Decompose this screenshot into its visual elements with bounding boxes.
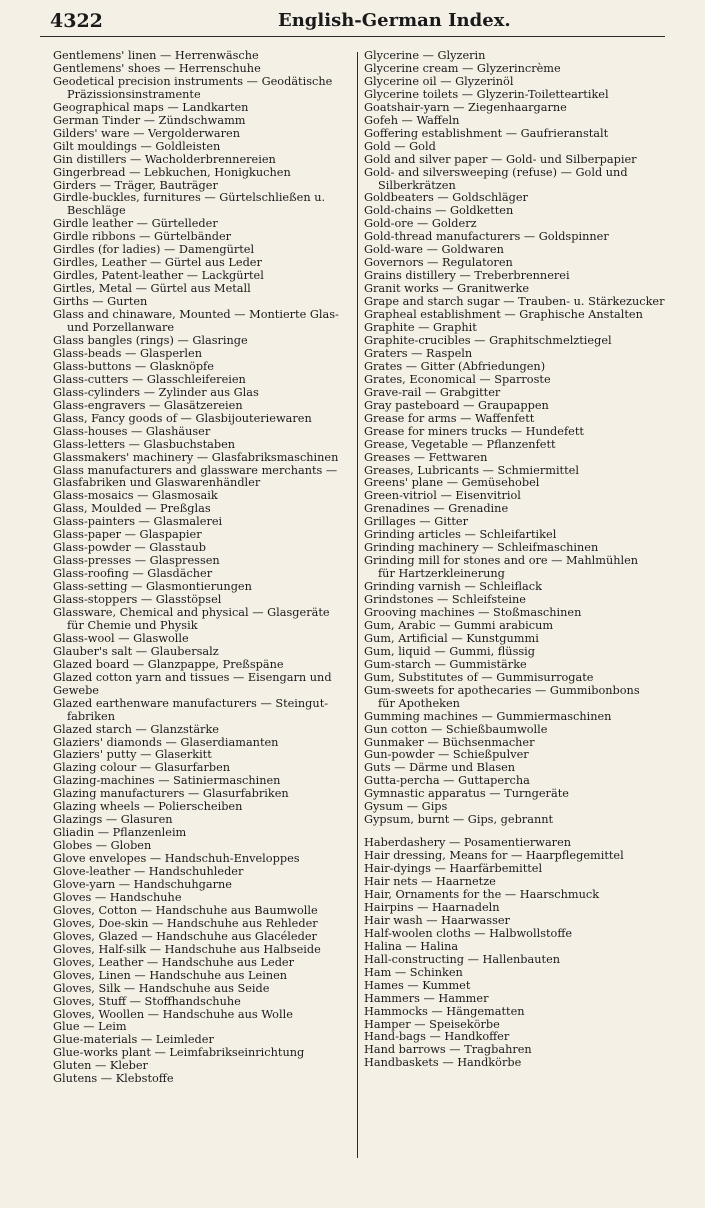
index-entry: Grates — Gitter (Abfriedungen) — [364, 359, 546, 373]
index-entry: Geographical maps — Landkarten — [53, 100, 249, 114]
index-entry: Halina — Halina — [364, 939, 459, 953]
index-entry: Glue — Leim — [53, 1020, 127, 1034]
index-entry: Girdle leather — Gürtelleder — [53, 217, 218, 231]
index-entry: Glass and chinaware, Mounted — Montierte Glas- — [53, 308, 339, 322]
index-entry: Hames — Kummet — [364, 978, 471, 992]
index-entry: Green-vitriol — Eisenvitriol — [364, 489, 521, 503]
index-entry: Grapheal establishment — Graphische Anstalten — [364, 308, 643, 322]
index-entry: Gray pasteboard — Graupappen — [364, 398, 549, 412]
index-entry: Hamper — Speisekörbe — [364, 1017, 500, 1031]
index-entry: Geodetical precision instruments — Geodätische — [53, 74, 333, 88]
index-entry: für Hartzerkleinerung — [378, 567, 505, 581]
index-entry: Hair wash — Haarwasser — [364, 913, 510, 927]
index-entry: Grains distillery — Treberbrennerei — [364, 269, 570, 283]
index-entry: Hairpins — Haarnadeln — [364, 900, 500, 914]
index-entry: Gloves, Silk — Handschuhe aus Seide — [53, 981, 270, 995]
index-entry: Glass-buttons — Glasknöpfe — [53, 359, 214, 373]
index-entry: Glass-setting — Glasmontierungen — [53, 580, 252, 594]
index-entry: Gingerbread — Lebkuchen, Honigkuchen — [53, 165, 291, 179]
index-entry: Gloves, Leather — Handschuhe aus Leder — [53, 955, 295, 969]
index-entry: Glass-presses — Glaspressen — [53, 554, 220, 568]
index-entry: Girdles, Patent-leather — Lackgürtel — [53, 269, 264, 283]
index-entry: für Apotheken — [378, 696, 460, 710]
index-entry: Gin distillers — Wacholderbrennereien — [53, 152, 276, 166]
index-entry: Glass-beads — Glasperlen — [53, 346, 203, 360]
index-entry: Glycerine toilets — Glyzerin-Toiletteartikel — [364, 87, 609, 101]
index-entry: Gewebe — [53, 683, 99, 697]
index-entry: Half-woolen cloths — Halbwollstoffe — [364, 926, 573, 940]
index-entry: Glove-yarn — Handschuhgarne — [53, 878, 232, 891]
index-entry: German Tinder — Zündschwamm — [53, 113, 246, 127]
index-entry: Grinding articles — Schleifartikel — [364, 528, 557, 542]
index-entry: Glass-painters — Glasmalerei — [53, 515, 223, 529]
index-entry: Glass manufacturers and glassware merchants — — [53, 463, 338, 477]
index-entry: Gliadin — Pflanzenleim — [53, 826, 187, 840]
header-rule — [40, 36, 665, 37]
index-entry: Glazed starch — Glanzstärke — [53, 722, 219, 736]
index-entry: Hammers — Hammer — [364, 991, 489, 1005]
index-entry: Gun-powder — Schießpulver — [364, 748, 529, 762]
index-entry: Glazing colour — Glasurfarben — [53, 761, 231, 775]
index-entry: Glass-cutters — Glasschleifereien — [53, 372, 246, 386]
index-entry: Glue-works plant — Leimfabrikseinrichtung — [53, 1046, 305, 1060]
index-entry: Graphite — Graphit — [364, 321, 477, 335]
right-column — [364, 50, 666, 1070]
index-entry: Graters — Raspeln — [364, 346, 473, 360]
index-entry: Graphite-crucibles — Graphitschmelztiegel — [364, 333, 612, 347]
index-entry: Glaziers' diamonds — Glaserdiamanten — [53, 735, 279, 749]
index-entry: Gloves, Woollen — Handschuhe aus Wolle — [53, 1007, 293, 1021]
index-entry: Grease for miners trucks — Hundefett — [364, 424, 584, 438]
index-entry: Greens' plane — Gemüsehobel — [364, 476, 540, 490]
index-entry: Grillages — Gitter — [364, 515, 468, 529]
index-entry: Gluten — Kleber — [53, 1059, 148, 1073]
index-entry: Gumming machines — Gummiermaschinen — [364, 709, 612, 723]
index-entry: Gutta-percha — Guttapercha — [364, 774, 530, 788]
index-entry: Hair, Ornaments for the — Haarschmuck — [364, 888, 600, 901]
index-entry: Gum, Substitutes of — Gummisurrogate — [364, 670, 594, 684]
index-entry: Girths — Gurten — [53, 295, 148, 309]
index-entry: Gloves, Cotton — Handschuhe aus Baumwolle — [53, 903, 318, 917]
index-entry: Girtles, Metal — Gürtel aus Metall — [53, 282, 251, 296]
index-entry: Glassware, Chemical and physical — Glasgeräte — [53, 605, 330, 619]
index-entry: Globes — Globen — [53, 839, 152, 853]
index-entry: Haberdashery — Posamentierwaren — [364, 836, 572, 850]
index-entry: Governors — Regulatoren — [364, 256, 513, 270]
index-entry: Gold-ore — Golderz — [364, 217, 477, 231]
index-entry: Hair-dyings — Haarfärbemittel — [364, 862, 543, 876]
index-entry: Girdle-buckles, furnitures — Gürtelschließen u. — [53, 191, 326, 205]
index-entry: Gysum — Gips — [364, 800, 448, 814]
index-entry: Glaziers' putty — Glaserkitt — [53, 748, 212, 762]
index-entry: Glass-cylinders — Zylinder aus Glas — [53, 385, 259, 399]
index-entry: Gum, Arabic — Gummi arabicum — [364, 618, 554, 632]
index-entry: fabriken — [67, 709, 115, 723]
index-entry: Ham — Schinken — [364, 965, 463, 979]
index-entry: Glazed cotton yarn and tissues — Eisengarn und — [53, 670, 332, 684]
index-entry: Hammocks — Hängematten — [364, 1004, 525, 1018]
index-entry: Glycerine cream — Glyzerincrème — [364, 61, 561, 75]
index-entry: Glass-roofing — Glasdächer — [53, 567, 213, 581]
index-entry: Glass bangles (rings) — Glasringe — [53, 333, 248, 347]
index-entry: Glass-stoppers — Glasstöpsel — [53, 593, 222, 607]
index-entry: Glazing wheels — Polierscheiben — [53, 800, 243, 814]
index-entry: Glauber's salt — Glaubersalz — [53, 644, 219, 658]
index-entry: Glass-powder — Glasstaub — [53, 541, 207, 555]
index-entry: Gloves, Stuff — Stoffhandschuhe — [53, 994, 241, 1008]
index-entry: Glassmakers' machinery — Glasfabriksmaschinen — [53, 450, 339, 464]
index-entry: Glycerine oil — Glyzerinöl — [364, 74, 514, 88]
index-entry: Gloves, Half-silk — Handschuhe aus Halbseide — [53, 942, 321, 956]
index-entry: Girders — Träger, Bauträger — [53, 178, 218, 192]
index-entry: Girdles (for ladies) — Damengürtel — [53, 243, 255, 257]
index-entry: Grindstones — Schleifsteine — [364, 593, 526, 607]
index-entry: Gold-chains — Goldketten — [364, 204, 514, 218]
index-entry: Glass-engravers — Glasätzereien — [53, 398, 243, 412]
index-entry: Grave-rail — Grabgitter — [364, 385, 501, 399]
index-entry: Grooving machines — Stoßmaschinen — [364, 605, 582, 619]
index-entry: Gloves, Glazed — Handschuhe aus Glacéleder — [53, 929, 317, 943]
index-entry: Glutens — Klebstoffe — [53, 1072, 174, 1086]
index-entry: Silberkrätzen — [378, 178, 456, 192]
index-entry: Gloves — Handschuhe — [53, 890, 182, 904]
index-entry: Guts — Därme und Blasen — [364, 761, 516, 775]
index-entry: Präzissionsinstramente — [67, 87, 201, 101]
index-entry: Glass-mosaics — Glasmosaik — [53, 489, 218, 503]
index-entry: und Porzellanware — [67, 321, 175, 335]
index-entry: Grinding machinery — Schleifmaschinen — [364, 541, 599, 555]
index-entry: Glazed board — Glanzpappe, Preßspäne — [53, 657, 284, 671]
index-entry: Hand barrows — Tragbahren — [364, 1043, 532, 1057]
index-entry: Hall-constructing — Hallenbauten — [364, 952, 561, 966]
index-entry: Gun cotton — Schießbaumwolle — [364, 722, 548, 736]
index-entry: Gunmaker — Büchsenmacher — [364, 735, 535, 749]
index-entry: Glazing manufacturers — Glasurfabriken — [53, 787, 289, 801]
page-header — [50, 8, 660, 34]
index-entry: Hair dressing, Means for — Haarpflegemittel — [364, 849, 624, 863]
index-entry: Granit works — Granitwerke — [364, 282, 530, 296]
index-entry: Gofeh — Waffeln — [364, 113, 460, 127]
page-title: English-German Index. — [278, 10, 511, 31]
index-entry: Gentlemens' linen — Herrenwäsche — [53, 49, 259, 62]
index-entry: Gloves, Linen — Handschuhe aus Leinen — [53, 968, 288, 982]
index-entry: Glue-materials — Leimleder — [53, 1033, 214, 1047]
index-entry: Glazed earthenware manufacturers — Steingut- — [53, 696, 329, 710]
index-entry: Goldbeaters — Goldschläger — [364, 191, 528, 205]
index-entry: Glass-wool — Glaswolle — [53, 631, 189, 645]
index-entry: Greases, Lubricants — Schmiermittel — [364, 463, 579, 477]
index-entry: Grinding varnish — Schleiflack — [364, 580, 542, 594]
index-entry: Gold-ware — Goldwaren — [364, 243, 504, 257]
index-entry: Glazing-machines — Satiniermaschinen — [53, 774, 281, 788]
index-entry: Glazings — Glasuren — [53, 813, 173, 827]
index-entry: Hair nets — Haarnetze — [364, 875, 496, 889]
index-entry: Goffering establishment — Gaufrieranstalt — [364, 126, 609, 140]
index-entry: Gold and silver paper — Gold- und Silberpapier — [364, 152, 637, 166]
index-entry: Hand-bags — Handkoffer — [364, 1030, 510, 1044]
page-number: 4322 — [50, 10, 103, 32]
index-entry: Greases — Fettwaren — [364, 450, 488, 464]
index-entry: für Chemie und Physik — [67, 618, 198, 632]
index-entry: Glycerine — Glyzerin — [364, 49, 486, 62]
index-entry: Grape and starch sugar — Trauben- u. Stärkezucker — [364, 295, 665, 309]
index-entry: Glove envelopes — Handschuh-Enveloppes — [53, 852, 300, 866]
index-entry: Gypsum, burnt — Gips, gebrannt — [364, 813, 554, 827]
index-entry: Glass-paper — Glaspapier — [53, 528, 202, 542]
index-entry: Grease, Vegetable — Pflanzenfett — [364, 437, 556, 451]
index-entry: Glasfabriken und Glaswarenhändler — [53, 476, 261, 490]
index-entry: Glove-leather — Handschuhleder — [53, 865, 244, 879]
index-entry: Glass, Fancy goods of — Glasbijouteriewaren — [53, 411, 312, 425]
index-entry: Gum, Artificial — Kunstgummi — [364, 631, 539, 645]
index-entry: Beschläge — [67, 204, 126, 218]
index-entry: Girdle ribbons — Gürtelbänder — [53, 230, 232, 244]
index-entry: Gold — Gold — [364, 139, 436, 153]
index-entry: Grease for arms — Waffenfett — [364, 411, 535, 425]
index-entry: Gold-thread manufacturers — Goldspinner — [364, 230, 609, 244]
index-entry: Gloves, Doe-skin — Handschuhe aus Rehleder — [53, 916, 318, 930]
index-entry: Grates, Economical — Sparroste — [364, 372, 551, 386]
index-entry: Gymnastic apparatus — Turngeräte — [364, 787, 569, 801]
index-entry: Gold- and silversweeping (refuse) — Gold und — [364, 165, 628, 179]
index-entry: Gilders' ware — Vergolderwaren — [53, 126, 240, 140]
index-entry: Handbaskets — Handkörbe — [364, 1056, 522, 1070]
index-entry: Glass-houses — Glashäuser — [53, 424, 211, 438]
index-entry: Grinding mill for stones and ore — Mahlmühlen — [364, 554, 639, 568]
index-entry: Gum-sweets for apothecaries — Gummibonbons — [364, 683, 640, 697]
index-entry: Gum, liquid — Gummi, flüssig — [364, 644, 536, 658]
index-entry: Gilt mouldings — Goldleisten — [53, 139, 221, 153]
left-column — [53, 50, 358, 1086]
index-entry: Grenadines — Grenadine — [364, 502, 509, 516]
index-entry: Girdles, Leather — Gürtel aus Leder — [53, 256, 262, 270]
index-entry: Gum-starch — Gummistärke — [364, 657, 527, 671]
index-entry: Glass-letters — Glasbuchstaben — [53, 437, 236, 451]
index-entry: Gentlemens' shoes — Herrenschuhe — [53, 61, 261, 75]
index-entry: Glass, Moulded — Preßglas — [53, 502, 211, 516]
index-entry: Goatshair-yarn — Ziegenhaargarne — [364, 100, 567, 114]
